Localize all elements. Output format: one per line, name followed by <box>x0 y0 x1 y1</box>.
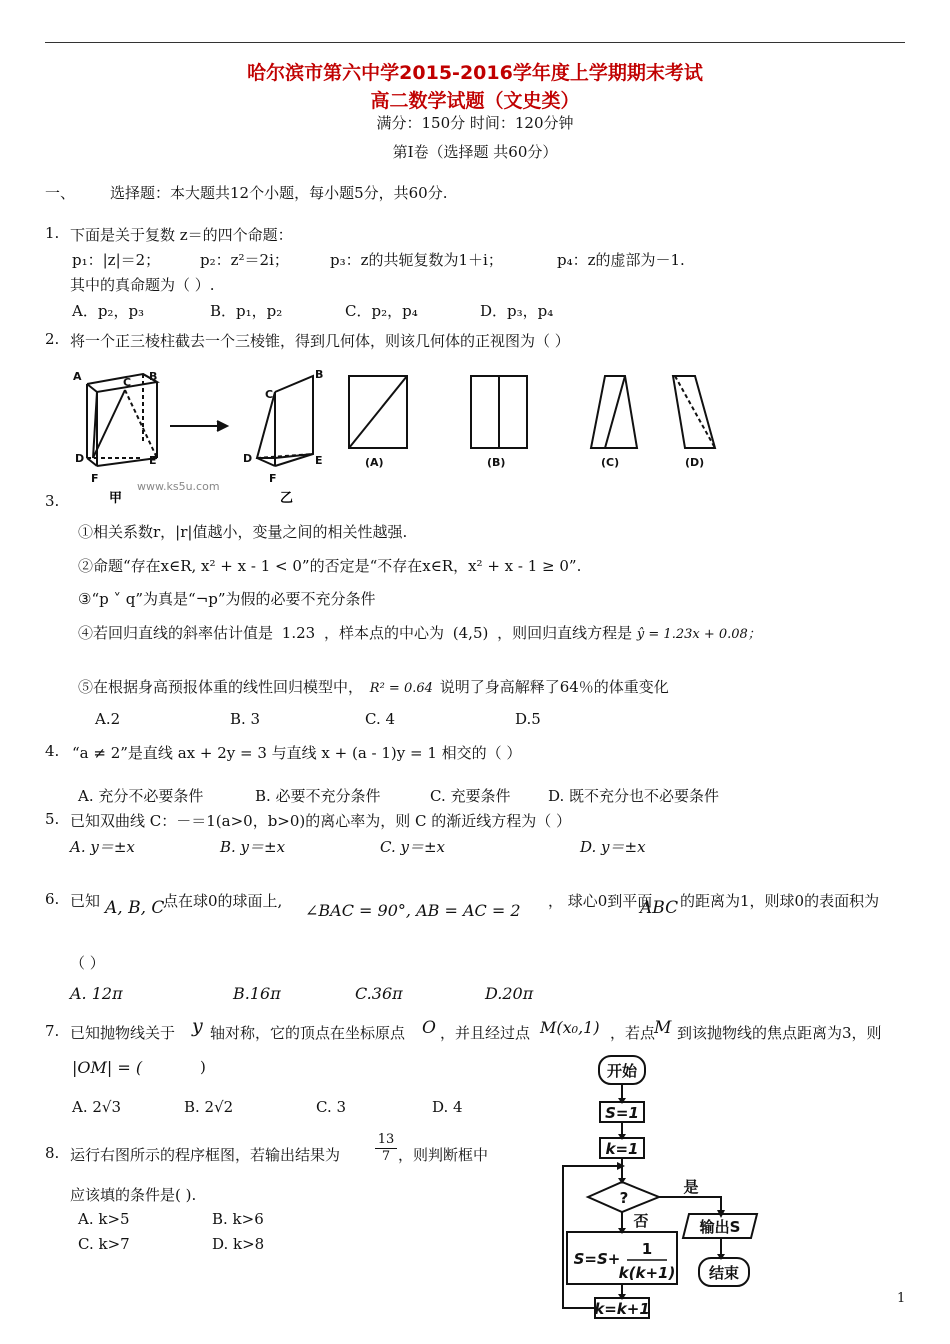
q3-s4-equation: ŷ = 1.23x + 0.08； <box>636 627 761 642</box>
q2-number: 2. <box>45 330 60 348</box>
q5-option-d: D. y＝±x <box>580 838 646 856</box>
option-b-caption: (B) <box>487 456 506 469</box>
q5-option-a: A. y＝±x <box>70 838 135 856</box>
q6-stem-e: ， 球心0到平面 <box>548 892 653 910</box>
q8-option-b: B. k>6 <box>212 1210 264 1228</box>
end-label: 结束 <box>708 1264 740 1282</box>
q8-stem-a: 运行右图所示的程序框图，若输出结果为 <box>70 1146 341 1164</box>
q8-line2: 应该填的条件是( ). <box>70 1186 197 1204</box>
q6-number: 6. <box>45 890 60 908</box>
label-jia: 甲 <box>109 491 123 506</box>
q7-option-a: A. 2√3 <box>72 1098 122 1116</box>
q3-s5-text-a: ⑤在根据身高预报体重的线性回归模型中， <box>78 678 364 696</box>
q8-stem-b: ，则判断框中 <box>398 1146 489 1164</box>
q3-statement-2: ②命题“存在x∈R, x² + x - 1 < 0”的否定是“不存在x∈R，x² + x - 1 ≥ 0”. <box>78 557 582 575</box>
q1-p1: p₁：|z|＝2； <box>72 251 161 269</box>
top-rule <box>45 42 905 43</box>
vertex-d-label: D <box>75 452 85 465</box>
q7-option-d: D. 4 <box>432 1098 463 1116</box>
no-label: 否 <box>633 1212 649 1230</box>
q5-number: 5. <box>45 810 60 828</box>
q6-plane: ABC <box>640 898 679 918</box>
vertex-f-label: F <box>91 472 99 485</box>
vertex-e-label: E <box>149 454 157 467</box>
q6-points: A, B, C <box>105 898 165 918</box>
q4-stem: “a ≠ 2”是直线 ax + 2y = 3 与直线 x + (a - 1)y = 1 相交的（ ） <box>72 744 522 762</box>
label-yi: 乙 <box>280 491 294 506</box>
vertex-e-label-2: E <box>315 454 323 467</box>
q1-p4: p₄：z的虚部为－1. <box>557 251 685 269</box>
q8-option-d: D. k>8 <box>212 1235 265 1253</box>
q6-option-c: C.36π <box>355 984 403 1003</box>
condition-label: ? <box>619 1189 629 1207</box>
q1-number: 1. <box>45 224 60 242</box>
q1-option-b: B．p₁，p₂ <box>210 302 283 320</box>
q3-s4-text-e: ，则回归直线方程是 <box>497 624 633 642</box>
vertex-f-label-2: F <box>269 472 277 485</box>
vertex-a-label: A <box>73 370 82 383</box>
q8-option-a: A. k>5 <box>78 1210 130 1228</box>
q1-p3: p₃：z的共轭复数为1＋i； <box>330 251 503 269</box>
option-d-caption: (D) <box>685 456 705 469</box>
init-s-label: S=1 <box>605 1104 639 1122</box>
exam-title: 哈尔滨市第六中学2015-2016学年度上学期期末考试 <box>247 62 703 84</box>
q7-origin: O <box>422 1018 436 1038</box>
q4-option-b: B. 必要不充分条件 <box>255 787 381 805</box>
score-time: 满分：150分 时间：120分钟 <box>376 114 574 132</box>
q3-s5-r2: R² = 0.64 <box>369 681 433 696</box>
vertex-b-label: B <box>149 370 158 383</box>
q1-option-d: D．p₃，p₄ <box>480 302 554 320</box>
q6-option-a: A. 12π <box>70 984 123 1003</box>
section-number: 一、 <box>45 184 76 202</box>
q5-option-c: C. y＝±x <box>380 838 445 856</box>
q2-figure <box>65 362 745 507</box>
q3-option-c: C. 4 <box>365 710 396 728</box>
q2-stem: 将一个正三棱柱截去一个三棱锥，得到几何体，则该几何体的正视图为（ ） <box>70 332 570 350</box>
q7-stem-a: 已知抛物线关于 <box>70 1024 176 1042</box>
vertex-c-label-2: C <box>265 388 274 401</box>
q3-s4-center: (4,5) <box>452 624 489 642</box>
q3-s4-text-c: ，样本点的中心为 <box>323 624 444 642</box>
vertex-b-label-2: B <box>315 368 324 381</box>
q7-close-paren: ) <box>200 1058 206 1076</box>
page-number: 1 <box>897 1291 906 1306</box>
q3-option-a: A.2 <box>95 710 121 728</box>
q4-option-a: A. 充分不必要条件 <box>78 787 204 805</box>
q1-stem: 下面是关于复数 z＝的四个命题： <box>70 226 293 244</box>
q7-stem-g: ，若点 <box>610 1024 656 1042</box>
volume-heading: 第Ⅰ卷（选择题 共60分） <box>392 143 558 161</box>
q7-om: |OM| = ( <box>72 1058 143 1077</box>
q7-option-c: C. 3 <box>316 1098 347 1116</box>
q7-option-b: B. 2√2 <box>184 1098 234 1116</box>
q3-statement-4 <box>78 622 761 643</box>
increment-label: k=k+1 <box>594 1300 650 1318</box>
q3-s4-text-a: ④若回归直线的斜率估计值是 <box>78 624 274 642</box>
q3-statement-5 <box>78 676 669 697</box>
q5-option-b: B. y＝±x <box>220 838 286 856</box>
q8-frac-num: 13 <box>375 1132 397 1149</box>
q8-number: 8. <box>45 1144 60 1162</box>
section-description: 选择题：本大题共12个小题，每小题5分，共60分. <box>110 184 448 202</box>
q5-stem: 已知双曲线 C：－＝1(a>0，b>0)的离心率为，则 C 的渐近线方程为（ ） <box>70 812 572 830</box>
option-a-caption: (A) <box>365 456 384 469</box>
update-frac-den: k(k+1) <box>618 1264 676 1282</box>
q6-angle: ∠BAC = 90°, AB = AC = 2 <box>305 901 521 920</box>
q8-option-c: C. k>7 <box>78 1235 130 1253</box>
q3-option-b: B. 3 <box>230 710 261 728</box>
q6-stem-c: 点在球0的球面上, <box>163 892 283 910</box>
q3-option-d: D.5 <box>515 710 541 728</box>
q8-frac-den: 7 <box>381 1149 391 1164</box>
q3-number: 3. <box>45 492 60 510</box>
q6-stem-a: 已知 <box>70 892 101 910</box>
q7-point-m: M <box>654 1018 672 1038</box>
q1-ask: 其中的真命题为（ ）. <box>70 276 215 294</box>
update-s-left: S=S+ <box>573 1250 621 1268</box>
q3-statement-1: ①相关系数r，|r|值越小，变量之间的相关性越强. <box>78 523 408 541</box>
q3-s4-slope: 1.23 <box>281 624 316 642</box>
vertex-c-label: C <box>123 376 132 389</box>
flowchart <box>555 1052 775 1324</box>
q8-fraction <box>375 1132 397 1165</box>
q7-stem-c: 轴对称，它的顶点在坐标原点 <box>210 1024 406 1042</box>
q4-number: 4. <box>45 742 60 760</box>
q6-option-d: D.20π <box>485 984 534 1003</box>
q3-s5-text-c: 说明了身高解释了64％的体重变化 <box>439 678 669 696</box>
q6-stem-g: 的距离为1，则球0的表面积为 <box>680 892 880 910</box>
q1-option-a: A．p₂，p₃ <box>72 302 145 320</box>
watermark: www.ks5u.com <box>137 480 220 493</box>
q6-paren: （ ） <box>70 954 105 972</box>
q7-point: M(x₀,1) <box>540 1018 600 1037</box>
q7-stem-i: 到该抛物线的焦点距离为3，则 <box>677 1024 882 1042</box>
output-label: 输出S <box>699 1218 741 1236</box>
vertex-d-label-2: D <box>243 452 253 465</box>
init-k-label: k=1 <box>605 1140 639 1158</box>
q7-axis: y <box>192 1015 203 1037</box>
q4-option-d: D. 既不充分也不必要条件 <box>548 787 720 805</box>
q7-stem-e: ，并且经过点 <box>440 1024 531 1042</box>
q3-statement-3: ③“p ˅ q”为真是“¬p”为假的必要不充分条件 <box>78 590 376 608</box>
exam-subtitle: 高二数学试题（文史类） <box>370 90 580 112</box>
q1-p2: p₂：z²＝2i； <box>200 251 289 269</box>
option-c-caption: (C) <box>601 456 620 469</box>
start-label: 开始 <box>606 1062 638 1080</box>
q7-number: 7. <box>45 1022 60 1040</box>
q4-option-c: C. 充要条件 <box>430 787 511 805</box>
q1-option-c: C．p₂，p₄ <box>345 302 418 320</box>
q6-option-b: B.16π <box>233 984 281 1003</box>
update-frac-num: 1 <box>641 1240 653 1258</box>
yes-label: 是 <box>683 1178 699 1196</box>
